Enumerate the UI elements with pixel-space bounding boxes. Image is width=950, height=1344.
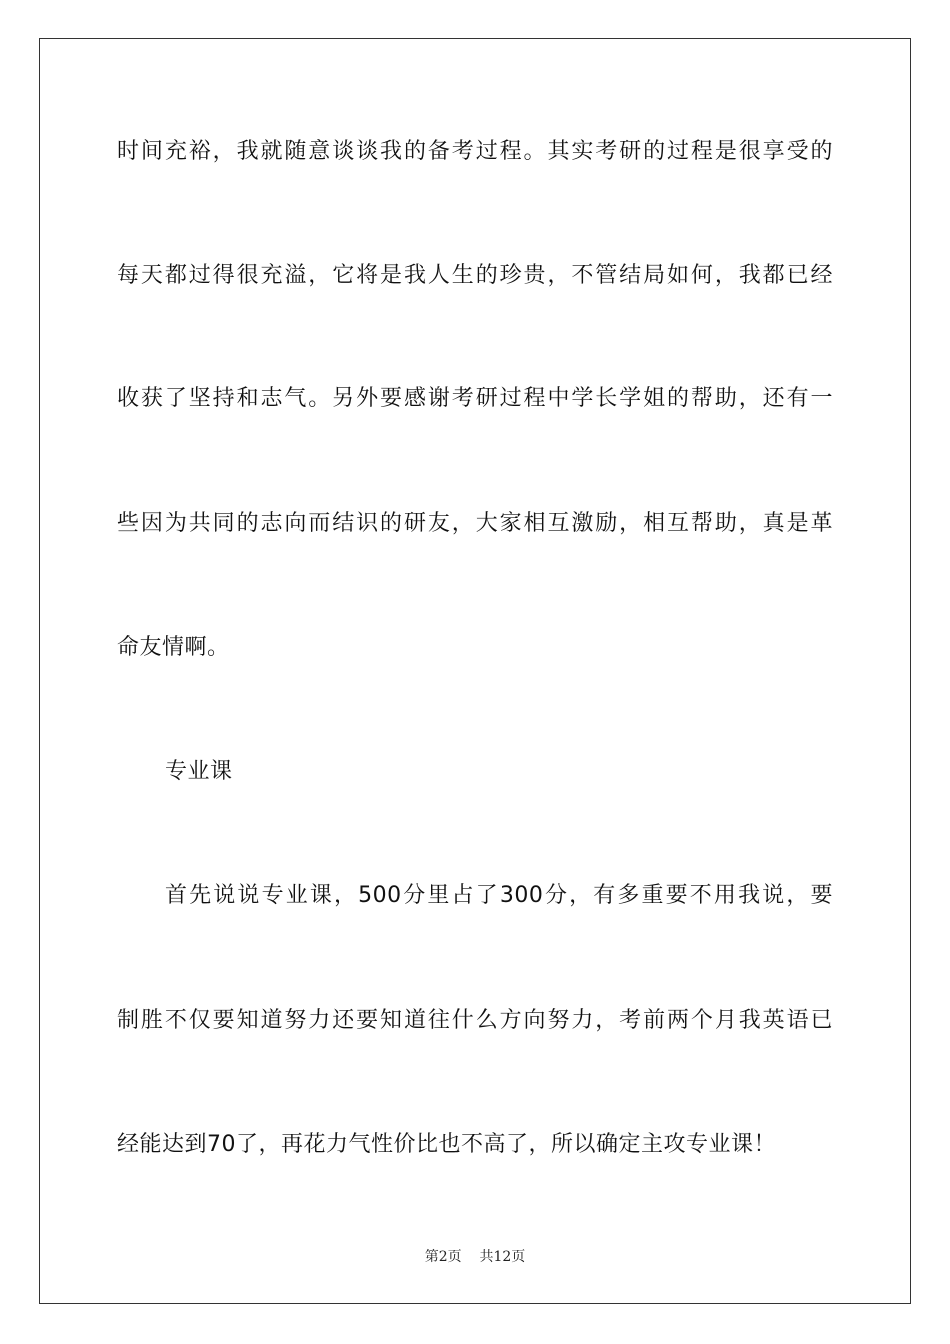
body-line-2: 每天都过得很充溢，它将是我人生的珍贵，不管结局如何，我都已经 xyxy=(117,263,833,288)
body-line-4: 些因为共同的志向而结识的研友，大家相互激励，相互帮助，真是革 xyxy=(117,511,833,536)
body-line-7: 首先说说专业课，500分里占了300分，有多重要不用我说，要 xyxy=(165,883,833,908)
body-line-1: 时间充裕，我就随意谈谈我的备考过程。其实考研的过程是很享受的 xyxy=(117,139,833,164)
page-number-footer: 第2页 共12页 xyxy=(424,1249,526,1265)
section-heading: 专业课 xyxy=(165,759,233,784)
body-line-3: 收获了坚持和志气。另外要感谢考研过程中学长学姐的帮助，还有一 xyxy=(117,386,833,411)
body-line-5: 命友情啊。 xyxy=(117,635,230,660)
body-line-9: 经能达到70了，再花力气性价比也不高了，所以确定主攻专业课！ xyxy=(117,1132,776,1157)
page-border xyxy=(39,38,911,1304)
body-line-8: 制胜不仅要知道努力还要知道往什么方向努力，考前两个月我英语已 xyxy=(117,1008,833,1033)
